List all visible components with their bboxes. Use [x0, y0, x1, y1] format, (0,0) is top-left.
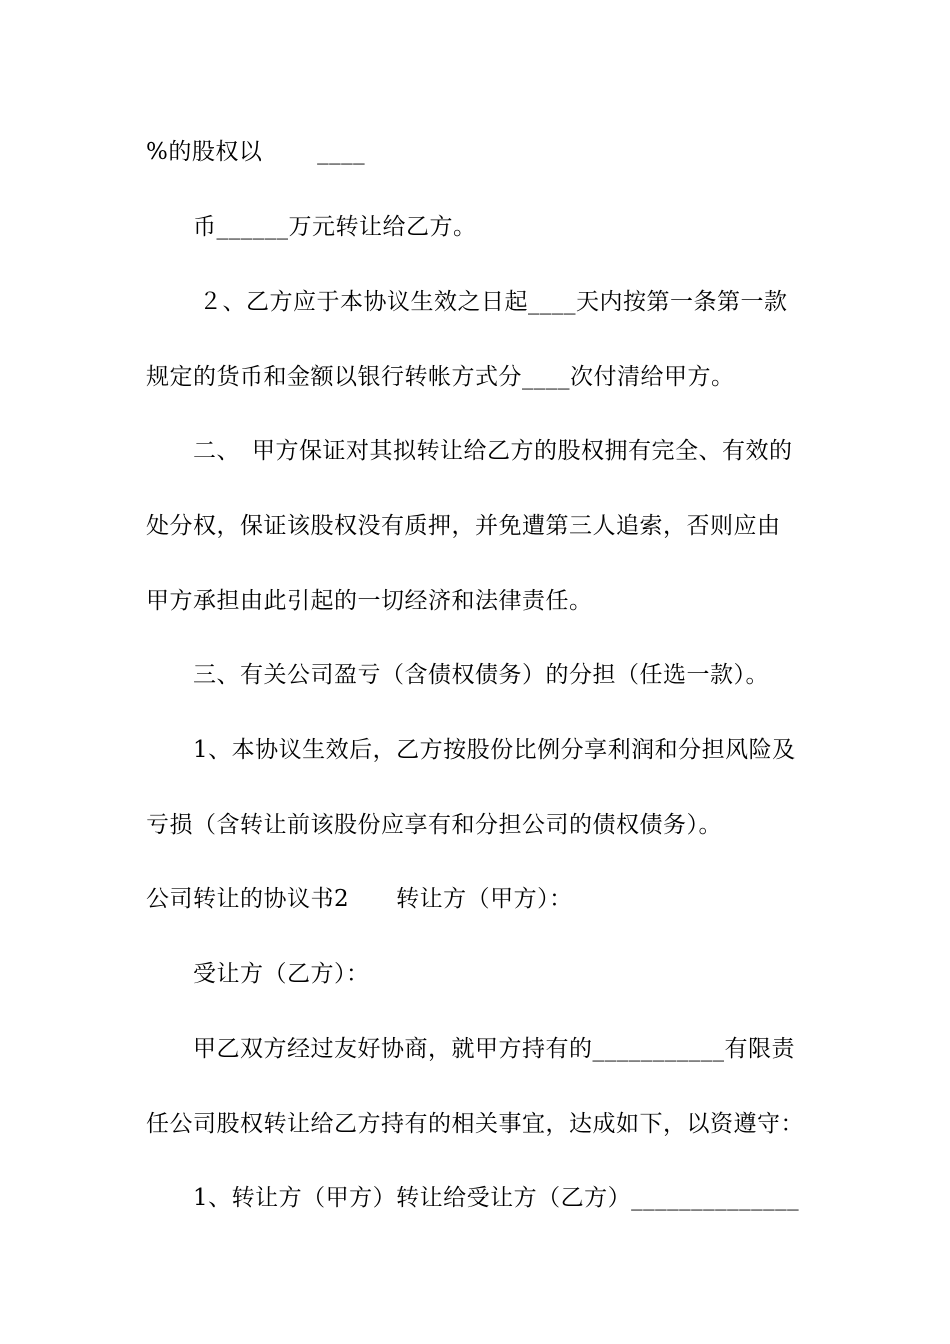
text-line-15: 1、转让方（甲方）转让给受让方（乙方）______________ [193, 1185, 800, 1211]
text-line-4: 规定的货币和金额以银行转帐方式分____次付清给甲方。 [146, 364, 735, 390]
text-line-12: 受让方（乙方）： [193, 961, 370, 987]
text-line-3: ２、乙方应于本协议生效之日起____天内按第一条第一款 [199, 289, 788, 315]
text-line-14: 任公司股权转让给乙方持有的相关事宜，达成如下，以资遵守： [146, 1111, 804, 1137]
text-line-1: %的股权以 ____ [146, 139, 366, 165]
text-line-8: 三、有关公司盈亏（含债权债务）的分担（任选一款）。 [193, 662, 769, 688]
text-line-6: 处分权，保证该股权没有质押，并免遭第三人追索，否则应由 [146, 513, 781, 539]
text-line-2: 币______万元转让给乙方。 [193, 214, 477, 240]
text-line-11: 公司转让的协议书2 转让方（甲方）： [146, 886, 573, 912]
text-line-10: 亏损（含转让前该股份应享有和分担公司的债权债务）。 [146, 812, 722, 838]
text-line-5: 二、 甲方保证对其拟转让给乙方的股权拥有完全、有效的 [193, 438, 793, 464]
text-line-7: 甲方承担由此引起的一切经济和法律责任。 [146, 588, 593, 614]
text-line-9: 1、本协议生效后，乙方按股份比例分享利润和分担风险及 [193, 737, 796, 763]
text-line-13: 甲乙双方经过友好协商，就甲方持有的___________有限责 [193, 1036, 795, 1062]
